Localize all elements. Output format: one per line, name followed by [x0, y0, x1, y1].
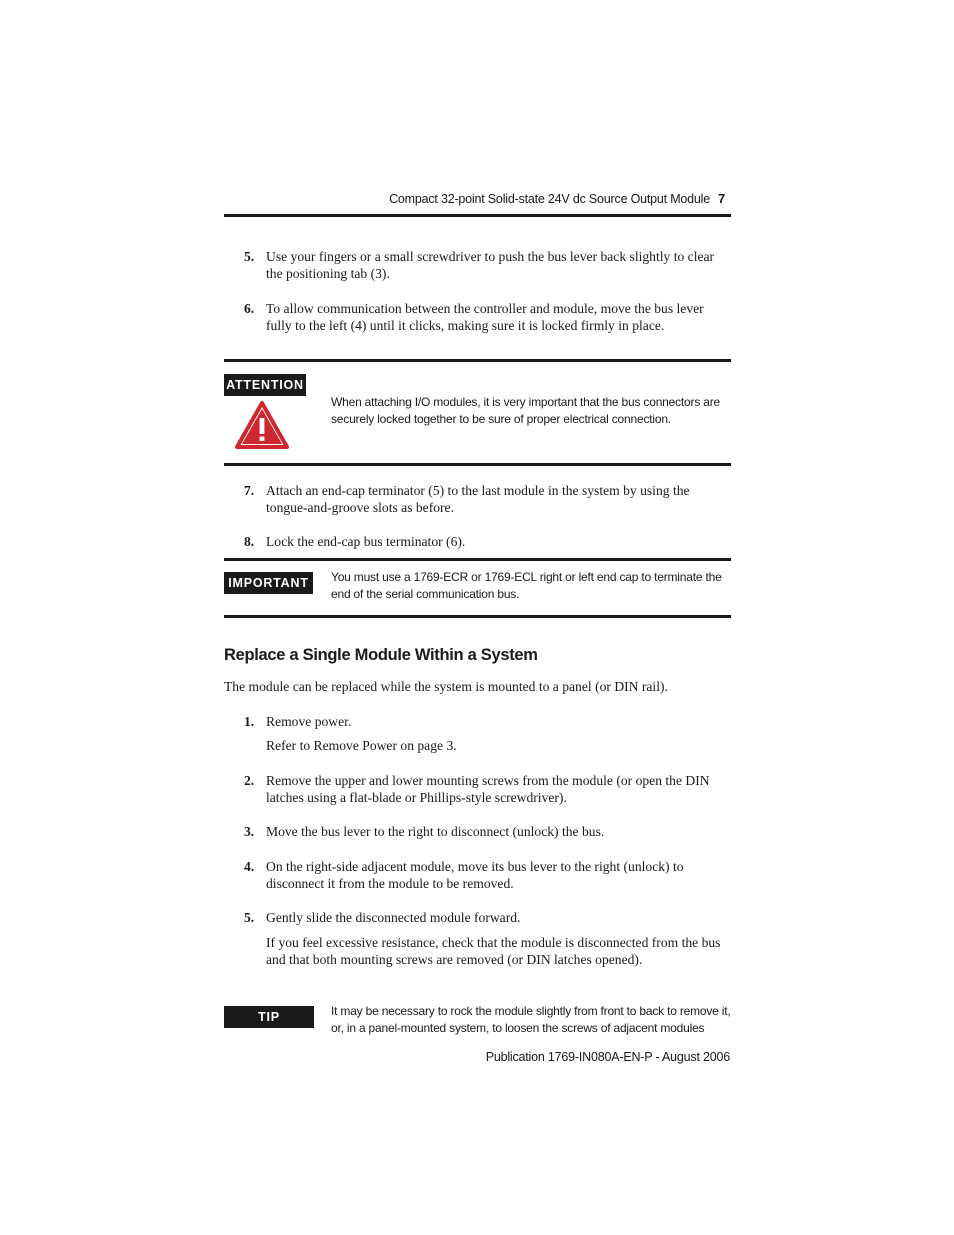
- step-text: Remove power.: [266, 714, 352, 729]
- step-text: On the right-side adjacent module, move its bus lever to the right (unlock) to disconnect it from the module to be removed.: [266, 859, 684, 891]
- important-bottom-rule: [224, 615, 731, 618]
- step-text: Gently slide the disconnected module forward.: [266, 910, 521, 925]
- warning-triangle-icon: [234, 400, 290, 450]
- tip-text: It may be necessary to rock the module slightly from front to back to remove it, or, in a panel-mounted system, to loosen the screws of adjacent modules: [331, 1004, 731, 1035]
- step-text: To allow communication between the controller and module, move the bus lever fully to the left (4) until it clicks, making sure it is locked firmly in place.: [266, 301, 704, 333]
- attention-top-rule: [224, 359, 731, 362]
- step-text: Attach an end-cap terminator (5) to the last module in the system by using the tongue-and-groove slots as before.: [266, 483, 690, 515]
- tip-label: TIP: [224, 1006, 314, 1028]
- step-note: If you feel excessive resistance, check that the module is disconnected from the bus and that both mounting screws are removed (or DIN latches opened).: [266, 935, 721, 967]
- step-number: 1.: [244, 714, 255, 729]
- running-header-title: Compact 32-point Solid-state 24V dc Source Output Module: [389, 192, 710, 206]
- step-number: 8.: [244, 534, 255, 549]
- step-text: Remove the upper and lower mounting screws from the module (or open the DIN latches using a flat-blade or Phillips-style screwdriver).: [266, 773, 710, 805]
- section-heading: Replace a Single Module Within a System: [224, 646, 538, 664]
- list-item: [224, 713, 731, 754]
- important-top-rule: [224, 558, 731, 561]
- step-note: Refer to Remove Power on page 3.: [266, 738, 457, 753]
- attention-label: ATTENTION: [224, 374, 306, 396]
- list-item: [224, 248, 731, 282]
- step-number: 2.: [244, 773, 255, 788]
- step-number: 4.: [244, 859, 255, 874]
- attention-bottom-rule: [224, 463, 731, 466]
- important-text: You must use a 1769-ECR or 1769-ECL right or left end cap to terminate the end of the serial communication bus.: [331, 570, 722, 601]
- important-label: IMPORTANT: [224, 572, 313, 594]
- page-number: 7: [718, 191, 726, 206]
- list-item: [224, 300, 731, 334]
- step-text: Move the bus lever to the right to disconnect (unlock) the bus.: [266, 824, 605, 839]
- list-item: [224, 533, 731, 550]
- list-item: [224, 823, 731, 840]
- header-rule: [224, 214, 731, 217]
- publication-footer: Publication 1769-IN080A-EN-P - August 2006: [485, 1050, 730, 1064]
- list-item: [224, 858, 731, 892]
- step-number: 7.: [244, 483, 255, 498]
- attention-text: When attaching I/O modules, it is very important that the bus connectors are securely locked together to be sure of proper electrical connection.: [331, 395, 720, 426]
- list-item: [224, 482, 731, 516]
- step-number: 3.: [244, 824, 255, 839]
- step-text: Use your fingers or a small screwdriver to push the bus lever back slightly to clear the positioning tab (3).: [266, 249, 715, 281]
- list-item: [224, 772, 731, 806]
- step-number: 5.: [244, 910, 255, 925]
- step-number: 5.: [244, 249, 255, 264]
- section-intro: The module can be replaced while the system is mounted to a panel (or DIN rail).: [224, 679, 668, 694]
- list-item: [224, 909, 731, 968]
- step-text: Lock the end-cap bus terminator (6).: [266, 534, 466, 549]
- step-number: 6.: [244, 301, 255, 316]
